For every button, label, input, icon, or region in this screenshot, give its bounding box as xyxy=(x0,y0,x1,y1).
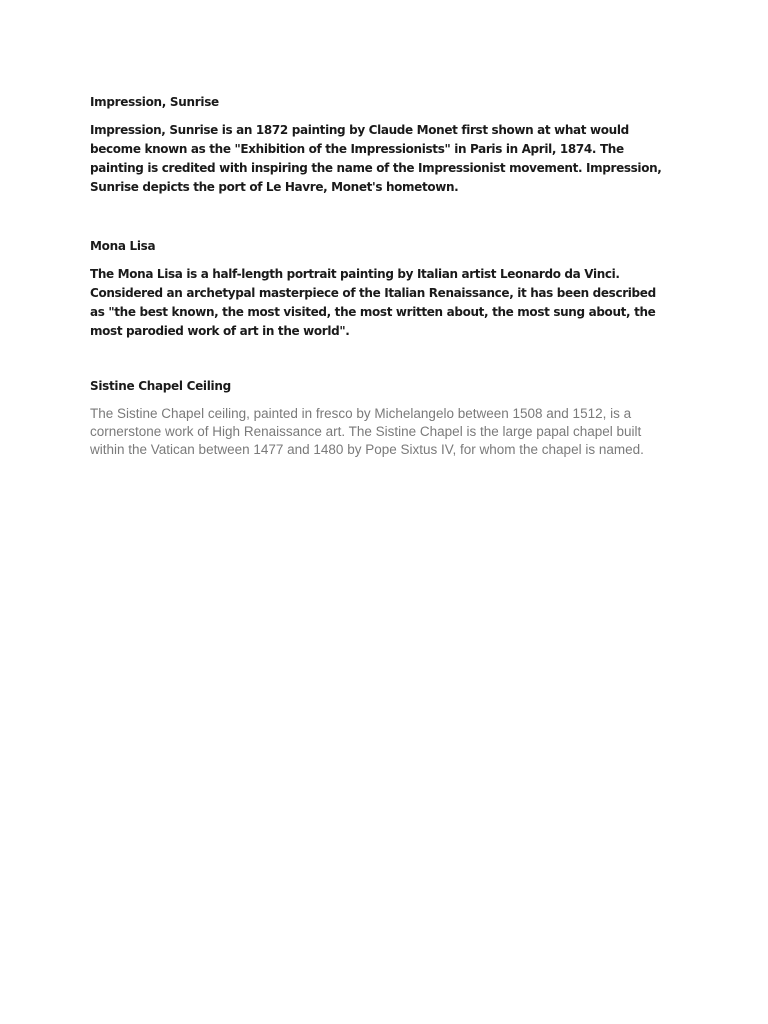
section-heading: Sistine Chapel Ceiling xyxy=(90,379,231,393)
document-page xyxy=(90,93,670,459)
section-paragraph: The Sistine Chapel ceiling, painted in fresco by Michelangelo between 1508 and 1512, is a cornerstone work of High Renaissance art. The Sistine Chapel is the large papal chapel built within the Vatican between 1477 and 1480 by Pope Sixtus IV, for whom the chapel is named. xyxy=(90,406,644,457)
section-impression-sunrise xyxy=(90,93,670,197)
section-sistine-chapel-ceiling xyxy=(90,377,670,459)
section-paragraph: Impression, Sunrise is an 1872 painting by Claude Monet first shown at what would become known as the "Exhibition of the Impressionists" in Paris in April, 1874. The painting is credited with inspiring the name of the Impressionist movement. Impression, Sunrise depicts the port of Le Havre, Monet's hometown. xyxy=(90,123,662,194)
section-heading: Impression, Sunrise xyxy=(90,95,219,109)
section-paragraph: The Mona Lisa is a half-length portrait painting by Italian artist Leonardo da Vinci. Considered an archetypal masterpiece of the Italian Renaissance, it has been described as "the best known, the most visited, the most written about, the most sung about, the most parodied work of art in the world". xyxy=(90,267,656,338)
section-mona-lisa xyxy=(90,237,670,341)
section-heading: Mona Lisa xyxy=(90,239,156,253)
